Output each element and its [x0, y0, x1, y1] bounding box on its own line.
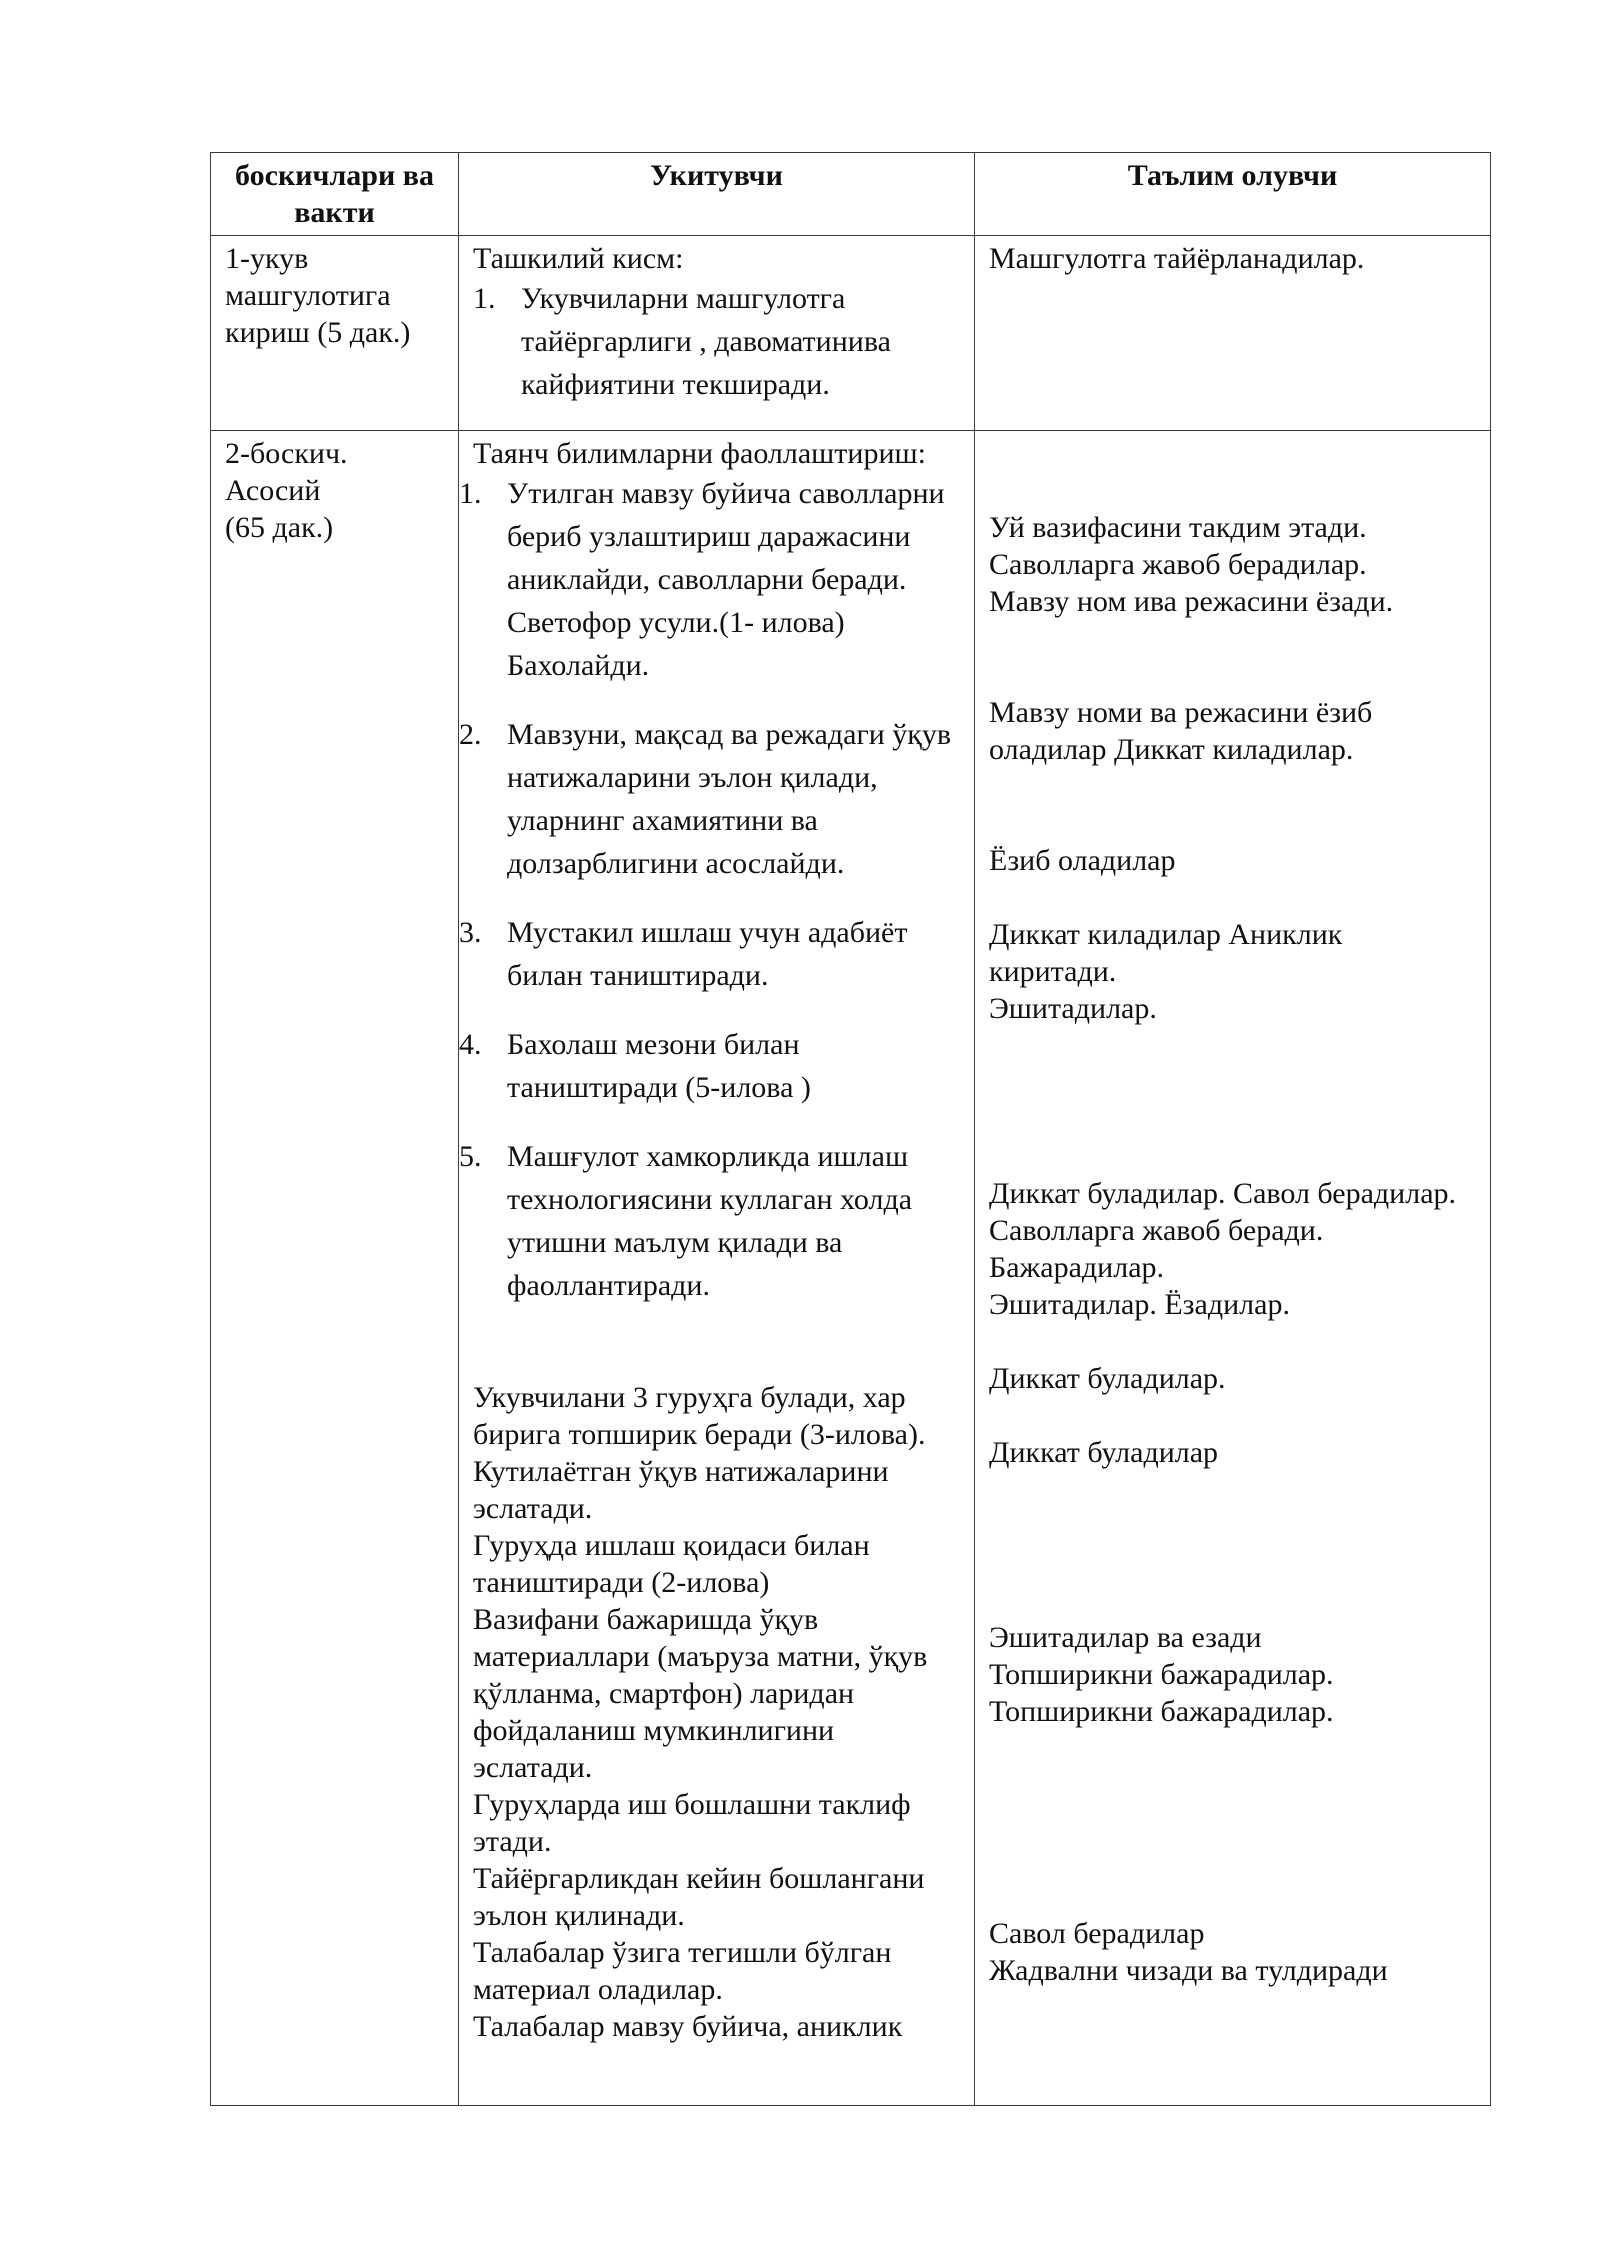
- learner-text: Савол берадилар: [989, 1917, 1205, 1950]
- list-item: [459, 1135, 960, 1307]
- teacher-list: [473, 277, 960, 406]
- teacher-paragraph: Укувчилани 3 гуруҳга булади, хар бирига топширик беради (3-илова).: [473, 1381, 926, 1451]
- list-text: Машғулот хамкорликда ишлаш технологиясини куллаган холда утишни маълум қилади ва фаоллантиради.: [507, 1140, 913, 1302]
- teacher-paragraph: Талабалар ўзига тегишли бўлган материал оладилар.: [473, 1936, 892, 2006]
- teacher-cell: [459, 236, 975, 431]
- stage-text: 1-укув машгулотига кириш (5 дак.): [225, 242, 411, 349]
- teacher-paragraph: Кутилаётган ўқув натижаларини эслатади.: [473, 1455, 889, 1525]
- header-learner: Таълим олувчи: [975, 153, 1491, 236]
- teacher-paragraph: Талабалар мавзу буйича, аниклик: [473, 2010, 903, 2043]
- teacher-paragraph: Гуруҳларда иш бошлашни таклиф этади.: [473, 1788, 911, 1858]
- teacher-list: [459, 472, 960, 1307]
- teacher-title: Таянч билимларни фаоллаштириш:: [473, 437, 926, 470]
- learner-text: Эшитадилар. Ёзадилар.: [989, 1288, 1290, 1321]
- header-teacher: Укитувчи: [459, 153, 975, 236]
- learner-text: Диккат буладилар.: [989, 1362, 1226, 1395]
- list-text: Мустакил ишлаш учун адабиёт билан таништиради.: [507, 916, 908, 992]
- list-item: [459, 472, 960, 687]
- list-number: 3.: [459, 916, 482, 949]
- list-number: 1.: [473, 282, 496, 315]
- list-item: [459, 911, 960, 997]
- learner-text: Машгулотга тайёрланадилар.: [989, 242, 1365, 275]
- learner-cell: [975, 236, 1491, 431]
- learner-text: Саволларга жавоб берадилар.: [989, 548, 1367, 581]
- header-stages: боскичлари ва вакти: [211, 153, 459, 236]
- learner-text: Эшитадилар ва езади: [989, 1621, 1262, 1654]
- learner-text: Топширикни бажарадилар.: [989, 1658, 1334, 1691]
- teacher-cell: [459, 431, 975, 2106]
- learner-text: Ёзиб оладилар: [989, 844, 1176, 877]
- learner-text: Диккат киладилар Аниклик киритади.: [989, 918, 1343, 988]
- learner-text: Мавзу номи ва режасини ёзиб оладилар Диккат киладилар.: [989, 696, 1373, 766]
- stage-line: (65 дак.): [225, 511, 334, 544]
- learner-text: Диккат буладилар: [989, 1436, 1219, 1469]
- list-text: Укувчиларни машгулотга тайёргарлиги , давоматинива кайфиятини текширади.: [521, 282, 891, 401]
- stage-cell: [211, 431, 459, 2106]
- learner-text: Эшитадилар.: [989, 992, 1157, 1025]
- list-item: [459, 1023, 960, 1109]
- table-header-row: [211, 153, 1491, 236]
- stage-cell: [211, 236, 459, 431]
- teacher-paragraph: Тайёргарликдан кейин бошлангани эълон қилинади.: [473, 1862, 925, 1932]
- stage-line: 2-боскич.: [225, 437, 348, 470]
- learner-text: Топширикни бажарадилар.: [989, 1695, 1334, 1728]
- teacher-paragraph: Гуруҳда ишлаш қоидаси билан таништиради (2-илова): [473, 1529, 870, 1599]
- teacher-paragraph: Вазифани бажаришда ўқув материаллари (маъруза матни, ўқув қўлланма, смартфон) ларидан фойдаланиш мумкинлигини эслатади.: [473, 1603, 928, 1784]
- list-text: Мавзуни, мақсад ва режадаги ўқув натижаларини эълон қилади, уларнинг ахамиятини ва долзарблигини асослайди.: [507, 718, 952, 880]
- list-item: [459, 713, 960, 885]
- learner-text: Диккат буладилар. Савол берадилар. Саволларга жавоб беради. Бажарадилар.: [989, 1177, 1457, 1284]
- list-number: 5.: [459, 1140, 482, 1173]
- learner-text: Жадвални чизади ва тулдиради: [989, 1954, 1388, 1987]
- learner-text: Уй вазифасини такдим этади.: [989, 511, 1367, 544]
- list-number: 4.: [459, 1028, 482, 1061]
- lesson-plan-table: [210, 152, 1491, 2106]
- list-text: Утилган мавзу буйича саволларни бериб узлаштириш даражасини аниклайди, саволларни беради. Светофор усули.(1- илова) Бахолайди.: [507, 477, 945, 682]
- list-item: [473, 277, 960, 406]
- stage-line: Асосий: [225, 474, 321, 507]
- list-number: 1.: [459, 477, 482, 510]
- teacher-title: Ташкилий кисм:: [473, 242, 684, 275]
- table-row: [211, 236, 1491, 431]
- table-row: [211, 431, 1491, 2106]
- learner-cell: [975, 431, 1491, 2106]
- list-text: Бахолаш мезони билан таништиради (5-илова ): [507, 1028, 811, 1104]
- list-number: 2.: [459, 718, 482, 751]
- learner-text: Мавзу ном ива режасини ёзади.: [989, 585, 1394, 618]
